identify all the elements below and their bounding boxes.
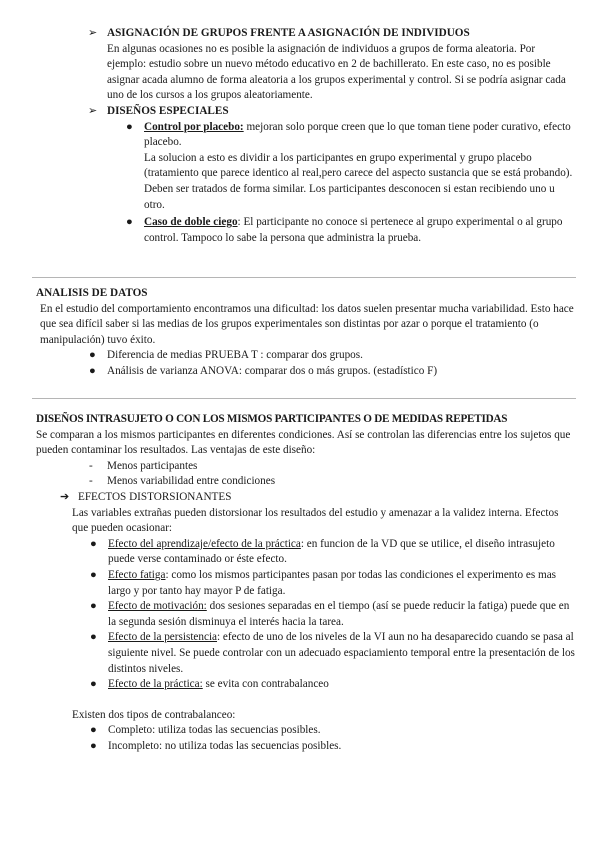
arrow-icon: ➔	[60, 490, 70, 503]
effect-text	[108, 599, 576, 630]
effect-desc: : en funcion de la VD que se utilice, el diseño intrasujeto puede verse contaminado or éste efecto.	[108, 537, 555, 566]
term-doble-ciego: Caso de doble ciego	[144, 216, 238, 229]
list-item-text	[144, 215, 576, 246]
arrow-bullet-icon: ➢	[88, 104, 98, 117]
bullet-icon: ●	[90, 568, 97, 581]
effect-text	[108, 630, 576, 677]
dash-marker: -	[89, 459, 93, 472]
bullet-icon: ●	[90, 600, 97, 613]
bullet-icon: ●	[89, 364, 96, 377]
term-control-placebo: Control por placebo:	[144, 120, 244, 133]
effect-desc: : como los mismos participantes pasan por todas las condiciones el experimento es mas largo y por tanto hay mayor P de fatiga.	[108, 568, 557, 597]
heading-efectos: EFECTOS DISTORSIONANTES	[78, 490, 232, 503]
dash-marker: -	[89, 475, 93, 488]
section-intrasujeto	[0, 412, 600, 754]
effect-desc: se evita con contrabalanceo	[202, 678, 329, 691]
list-item	[126, 215, 576, 246]
effect-text	[108, 537, 576, 568]
bullet-icon: ●	[90, 631, 97, 644]
effect-item	[90, 537, 576, 568]
heading-disenos-especiales: DISEÑOS ESPECIALES	[107, 104, 229, 117]
effect-term: Efecto de la persistencia	[108, 631, 218, 644]
item-text: : El participante no conoce si pertenece al grupo experimental o al grupo control. Tampoco lo sabe la persona que administra la prueba.	[144, 216, 563, 244]
effect-term: Efecto de la práctica:	[108, 678, 203, 691]
heading-analisis: ANALISIS DE DATOS	[36, 287, 148, 299]
bullet-icon: ●	[126, 216, 133, 229]
paragraph-intrasujeto: Se comparan a los mismos participantes en diferentes condiciones. Así se controlan las diferencias entre los sujetos que pueden contaminar los resultados. Las ventajas de este diseño:	[36, 428, 571, 457]
list-item-text: Completo: utiliza todas las secuencias posibles.	[108, 724, 321, 737]
effect-item	[90, 630, 576, 677]
effect-desc: : efecto de uno de los niveles de la VI aun no ha desaparecido cuando se pasa al siguiente nivel. Se puede controlar con un adecuado espaciamiento temporal entre la presentación de los distintos niveles.	[108, 631, 575, 675]
divider	[32, 398, 576, 399]
dash-item-text: Menos variabilidad entre condiciones	[107, 475, 276, 488]
paragraph-analisis: En el estudio del comportamiento encontramos una dificultad: los datos suelen presentar mucha variabilidad. Esto hace que sea difícil saber si las medias de los grupos experimentales son distintas por azar o porque el tratamiento (o manipulación) tuvo éxito.	[40, 302, 574, 346]
item-extra: La solucion a esto es dividir a los participantes en grupo experimental y grupo placebo (tratamiento que parece identico al real,pero carece del aspecto sustancia que se está probando). Deben ser tratados de forma similar. Los participantes desconocen si estan recibiendo uno u otro.	[144, 151, 573, 211]
paragraph-contrabalanceo: Existen dos tipos de contrabalanceo:	[72, 708, 236, 721]
dash-item	[89, 474, 600, 490]
list-item-text: Diferencia de medias PRUEBA T : comparar dos grupos.	[107, 349, 363, 362]
dash-item-text: Menos participantes	[107, 459, 198, 472]
heading-row	[0, 26, 600, 42]
list-item	[89, 348, 600, 364]
bullet-icon: ●	[126, 120, 133, 133]
heading-intrasujeto: DISEÑOS INTRASUJETO O CON LOS MISMOS PARTICIPANTES O DE MEDIDAS REPETIDAS	[36, 413, 508, 425]
arrow-heading-row	[60, 490, 600, 506]
list-item-text: Incompleto: no utiliza todas las secuencias posibles.	[108, 739, 342, 752]
bullet-icon: ●	[90, 739, 97, 752]
effect-item	[90, 599, 576, 630]
bullet-icon: ●	[89, 349, 96, 362]
divider	[32, 277, 576, 278]
heading-row	[0, 104, 600, 120]
paragraph-efectos: Las variables extrañas pueden distorsionar los resultados del estudio y amenazar a la validez interna. Efectos que pueden ocasionar:	[72, 506, 559, 535]
section-asignacion	[0, 26, 600, 246]
list-item-text: Análisis de varianza ANOVA: comparar dos o más grupos. (estadístico F)	[107, 364, 438, 377]
effect-term: Efecto fatiga	[108, 568, 166, 581]
dash-item	[89, 459, 600, 475]
bullet-icon: ●	[90, 724, 97, 737]
effect-text	[108, 677, 576, 693]
list-item	[89, 364, 600, 380]
heading-asignacion: ASIGNACIÓN DE GRUPOS FRENTE A ASIGNACIÓN DE INDIVIDUOS	[107, 27, 470, 39]
paragraph-asignacion: En algunas ocasiones no es posible la asignación de individuos a grupos de forma aleatoria. Por ejemplo: estudio sobre un nuevo método educativo en 2 de bachillerato. En este caso, no es posible asignar acada alumno de forma aleatoria a los grupos experimental y control. Si se podría asignar cada uno de los cursos a los grupos aleatoriamente.	[107, 42, 566, 102]
effect-term: Efecto del aprendizaje/efecto de la práctica	[108, 537, 301, 550]
effect-item	[90, 677, 576, 693]
effect-term: Efecto de motivación:	[108, 600, 207, 613]
effect-item	[90, 568, 576, 599]
list-item	[90, 723, 600, 739]
bullet-icon: ●	[90, 537, 97, 550]
effect-desc: dos sesiones separadas en el tiempo (así se puede reducir la fatiga) puede que en la segunda sesión disminuya el interés hacia la tarea.	[108, 600, 570, 628]
effect-text	[108, 568, 576, 599]
bullet-icon: ●	[90, 678, 97, 691]
list-item-text	[144, 120, 576, 151]
list-item	[90, 739, 600, 755]
item-text: mejoran solo porque creen que lo que toman tiene poder curativo, efecto placebo.	[144, 120, 571, 149]
list-item	[126, 120, 576, 214]
section-analisis	[0, 286, 600, 380]
arrow-bullet-icon: ➢	[88, 27, 98, 39]
